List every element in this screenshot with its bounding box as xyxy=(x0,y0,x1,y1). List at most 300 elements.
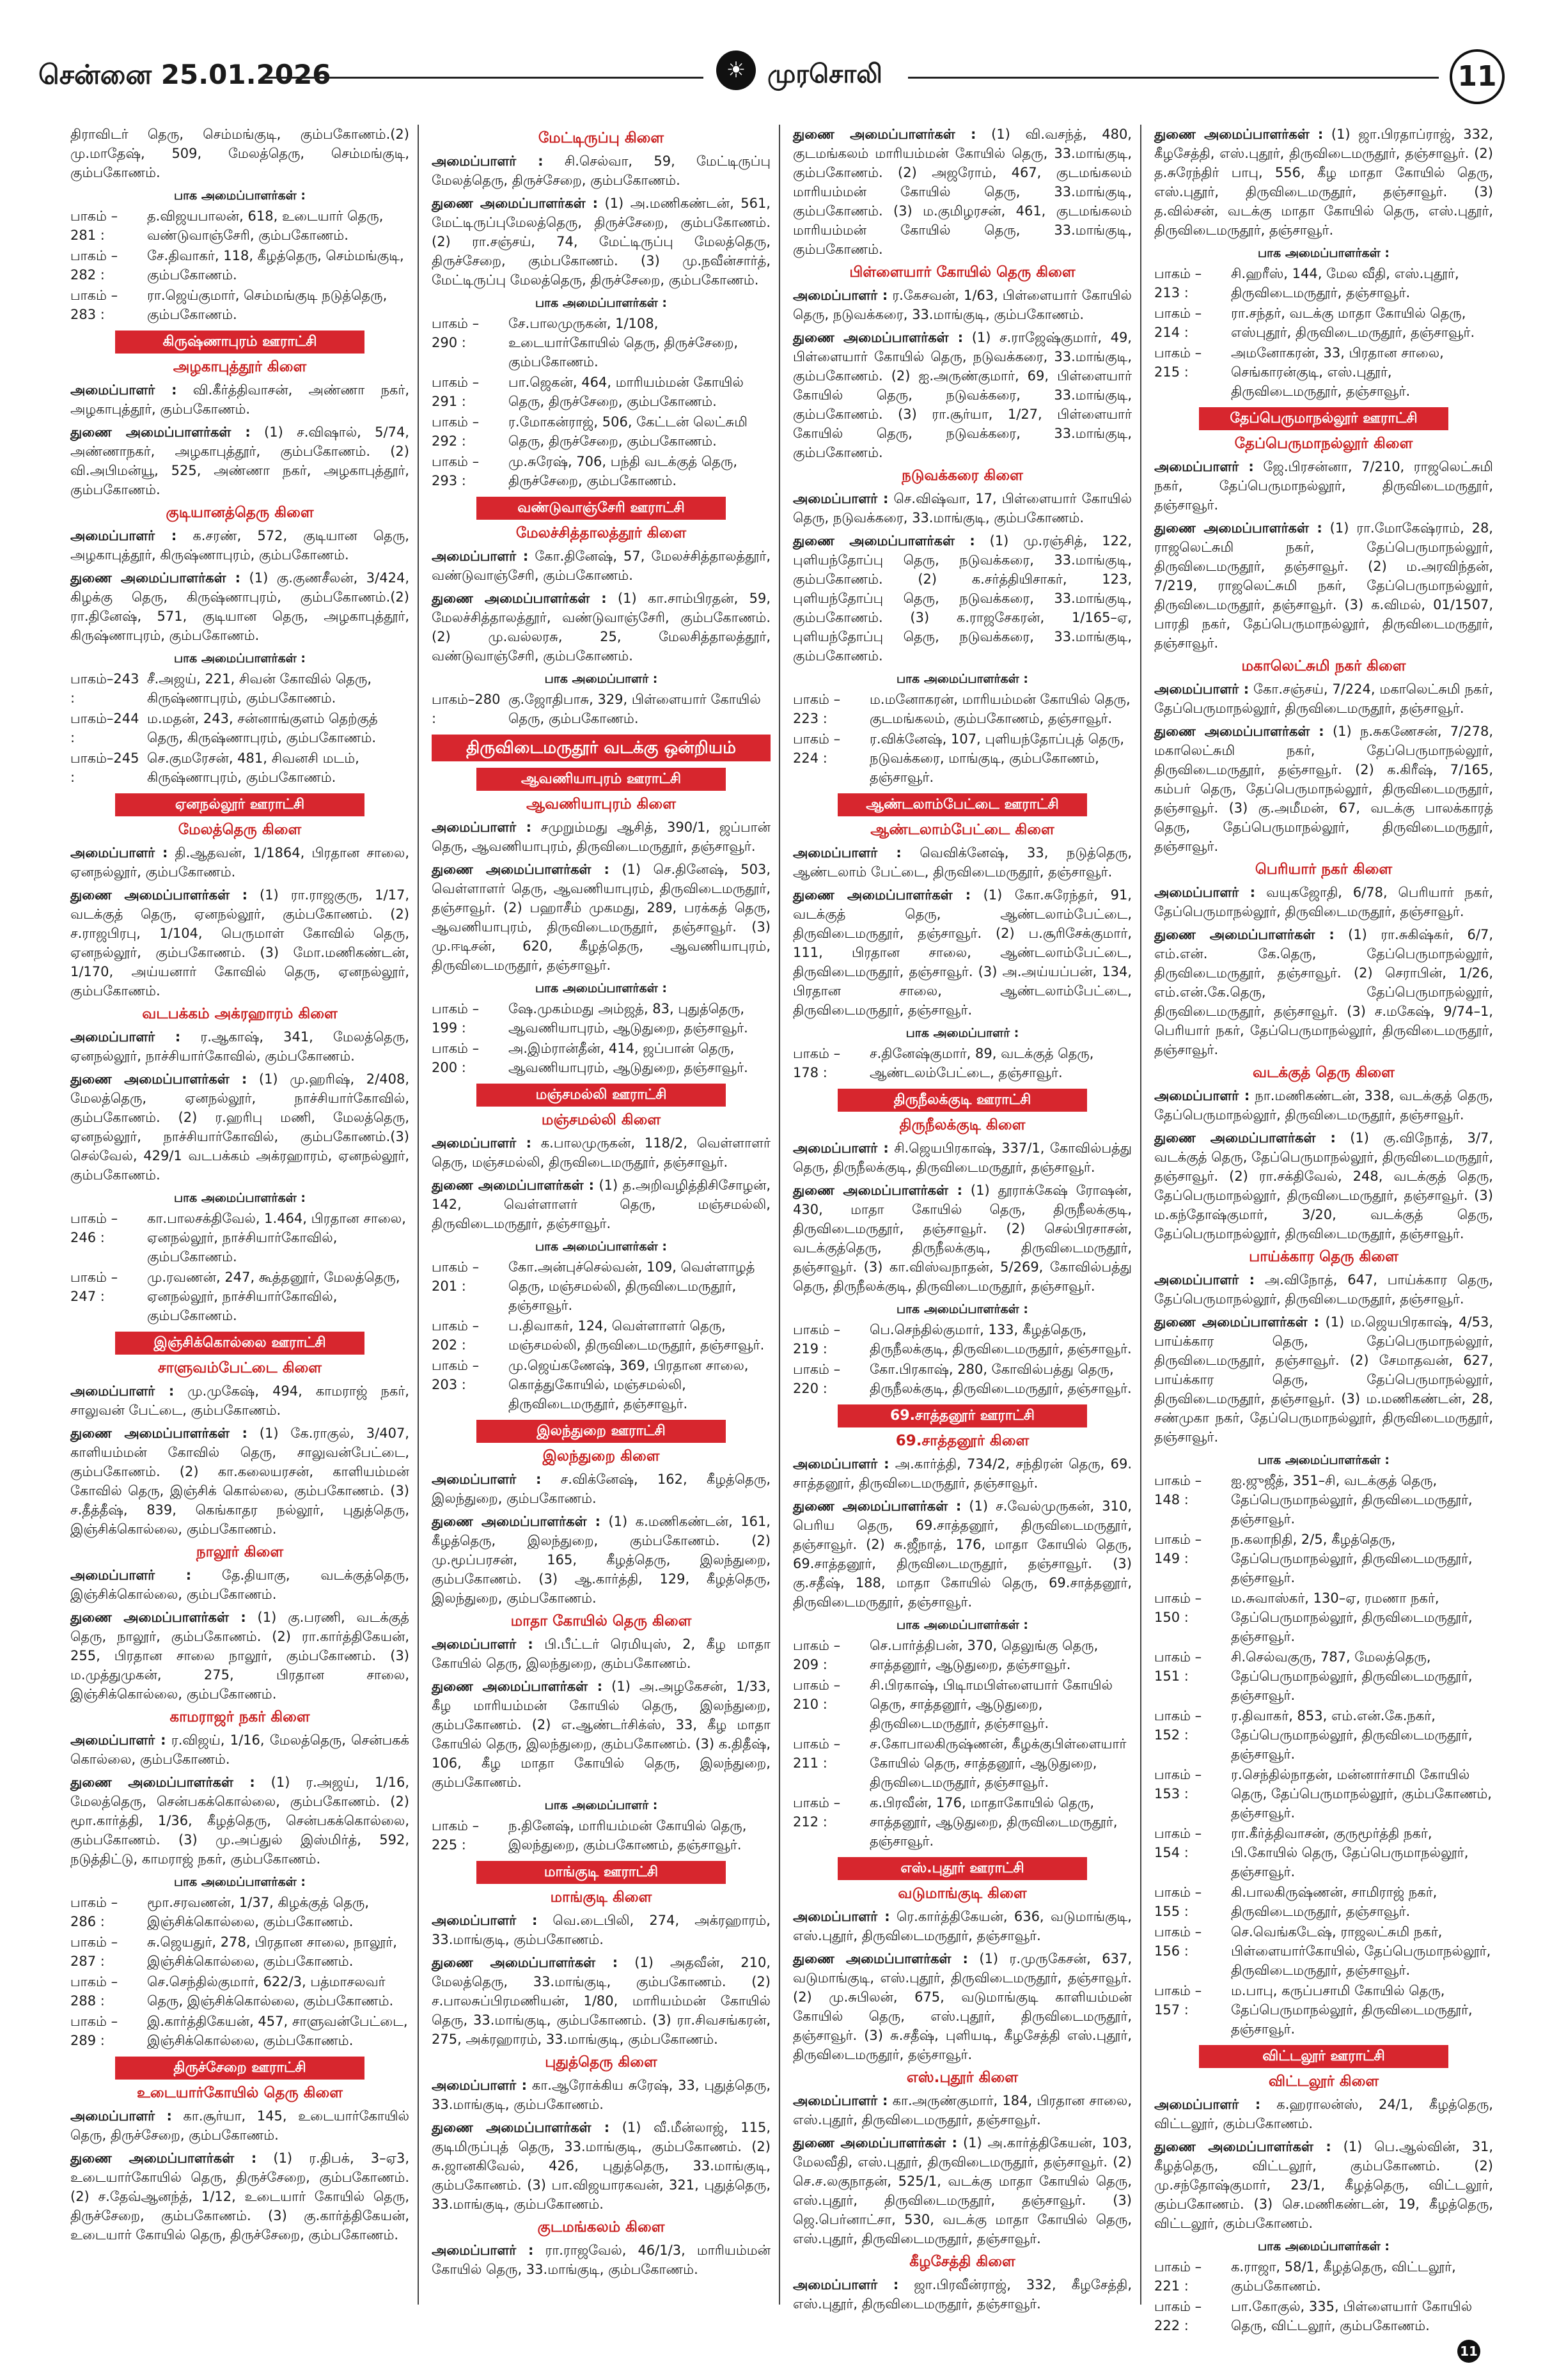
role-label: அமைப்பாளர் : xyxy=(1154,1088,1250,1103)
panchayat-heading: ஏனநல்லூர் ஊராட்சி xyxy=(115,793,364,816)
role-label: அமைப்பாளர் : xyxy=(793,2093,888,2108)
booth-number: பாகம் – 288 : xyxy=(70,1974,118,2009)
organiser-entry xyxy=(432,860,771,975)
role-label: அமைப்பாளர் : xyxy=(793,1140,889,1156)
booth-organiser: ச.தினேஷ்குமார், 89, வடக்குத் தெரு, ஆண்டலம்பேட்டை, தஞ்சாவூர். xyxy=(870,1046,1094,1080)
branch-heading: இலந்துறை கிளை xyxy=(542,1448,660,1465)
organiser-details: (1) ச.ராஜேஷ்குமார், 49, பிள்ளையார் கோயில் தெரு, நடுவக்கரை, 33.மாங்குடி, கும்பகோணம். (2) ஐ.அருண்குமார், 69, பிள்ளையார் கோயில் தெரு, நடுவக்கரை, 33.மாங்குடி, கும்பகோணம். (3) ரா.சூர்யா, 1/27, பிள்ளையார் கோயில் தெரு, நடுவக்கரை, 33.மாங்குடி, கும்பகோணம். xyxy=(793,330,1132,460)
branch-heading: வடக்குத் தெரு கிளை xyxy=(1253,1064,1395,1081)
role-label: துணை அமைப்பாளர்கள் : xyxy=(793,330,964,345)
organiser-entry xyxy=(70,125,409,182)
role-label: அமைப்பாளர் : xyxy=(432,1472,542,1487)
booth-organiser: செ.குமரேசன், 481, சிவனசி மடம், கிருஷ்ணாபுரம், கும்பகோணம். xyxy=(147,751,359,785)
booth-organiser: க.ராஜா, 58/1, கீழத்தெரு, விட்டலூர், கும்பகோணம். xyxy=(1231,2259,1456,2294)
booth-entry xyxy=(1154,343,1493,401)
organiser-entry xyxy=(1154,2137,1493,2233)
organiser-details: ரெ.கார்த்திகேயன், 636, வடுமாங்குடி, எஸ்.புதூர், திருவிடைமருதூர், தஞ்சாவூர். xyxy=(793,1909,1132,1943)
role-label: அமைப்பாளர் : xyxy=(432,820,531,835)
union-heading: திருவிடைமருதூர் வடக்கு ஒன்றியம் xyxy=(432,735,771,761)
organiser-entry xyxy=(432,818,771,856)
newspaper-name: முரசொலி xyxy=(767,59,882,89)
branch-heading: உடையார்கோயில் தெரு கிளை xyxy=(136,2085,343,2101)
booth-entry xyxy=(793,1360,1132,1398)
branch-heading: ஆண்டலாம்பேட்டை கிளை xyxy=(870,821,1054,838)
organiser-details: வி.கீர்த்திவாசன், அண்ணா நகர், அழகாபுத்தூர், கும்பகோணம். xyxy=(70,382,409,417)
role-label: அமைப்பாளர் : xyxy=(432,1135,532,1151)
booth-entry xyxy=(70,1933,409,1971)
role-label: துணை அமைப்பாளர்கள் : xyxy=(1154,1314,1320,1330)
booth-number: பாகம் – 156 : xyxy=(1154,1924,1202,1959)
panchayat-heading: மஞ்சமல்லி ஊராட்சி xyxy=(476,1084,726,1107)
booth-organiser: மு.சுரேஷ், 706, பந்தி வடக்குத் தெரு, திருச்சேறை, கும்பகோணம். xyxy=(508,454,738,488)
booth-entry xyxy=(432,373,771,411)
role-label: அமைப்பாளர் : xyxy=(1154,2097,1261,2112)
role-label: அமைப்பாளர் : xyxy=(70,845,168,860)
booth-organiser: ஷே.முகம்மது அம்ஜத், 83, புதுத்தெரு, ஆவணியாபுரம், ஆடுதுறை, தஞ்சாவூர். xyxy=(508,1001,748,1036)
booth-number: பாகம் – 286 : xyxy=(70,1895,118,1929)
booth-organiser: ர.திவாகர், 853, எம்.என்.கே.நகர், தேப்பெருமாநல்லூர், திருவிடைமருதூர், தஞ்சாவூர். xyxy=(1231,1708,1473,1762)
booth-entry xyxy=(432,452,771,490)
organiser-details: (1) தூராக்கேஷ் ரோஷன், 430, மாதா கோயில் தெரு, திருநீலக்குடி, திருவிடைமருதூர், தஞ்சாவூர். (2) செல்பிரசாசன், வடக்குத்தெரு, திருநீலக்குடி, திருவிடைமருதூர், தஞ்சாவூர். (3) கா.விஸ்வநாதன், 5/269, கோவில்பத்து தெரு, திருநீலக்குடி, திருவிடைமருதூர், தஞ்சாவூர். xyxy=(793,1183,1132,1294)
branch-heading: மஞ்சமல்லி கிளை xyxy=(541,1112,661,1128)
role-label: துணை அமைப்பாளர்கள் : xyxy=(793,1183,962,1198)
booth-entry xyxy=(70,2012,409,2050)
booth-number: பாகம் – 283 : xyxy=(70,288,118,322)
booth-number: பாகம் – 153 : xyxy=(1154,1767,1202,1801)
branch-heading: வடுமாங்குடி கிளை xyxy=(898,1885,1027,1902)
role-label: துணை அமைப்பாளர்கள் : xyxy=(793,2135,957,2151)
booth-organisers-subheading: பாக அமைப்பாளர்கள் : xyxy=(896,1618,1028,1632)
booth-number: பாகம் – 290 : xyxy=(432,316,480,350)
organiser-details: (1) வி.வசந்த், 480, குடமங்கலம் மாரியம்மன் கோயில் தெரு, 33.மாங்குடி, கும்பகோணம். (2) அஜரோம், 467, குடமங்கலம் மாரியம்மன் கோயில் தெரு, 33.மாங்குடி, கும்பகோணம். (3) ம.குமிழரசன், 461, குடமங்கலம் மாரியம்மன் கோயில் தெரு, 33.மாங்குடி, கும்பகோணம். xyxy=(793,127,1132,257)
booth-entry xyxy=(70,1268,409,1325)
booth-number: பாகம் – 247 : xyxy=(70,1270,118,1304)
booth-entry xyxy=(1154,1883,1493,1921)
organiser-details: அ.கார்த்தி, 734/2, சந்திரன் தெரு, 69. சாத்தனூர், திருவிடைமருதூர், தஞ்சாவூர். xyxy=(793,1456,1132,1491)
role-label: துணை அமைப்பாளர்கள் : xyxy=(70,1610,246,1625)
organiser-entry xyxy=(793,1907,1132,1945)
organiser-details: (1) ர.முருகேசன், 637, வடுமாங்குடி, எஸ்.புதூர், திருவிடைமருதூர், தஞ்சாவூர். (2) மு.சுபிலன், 675, வடுமாங்குடி காளியம்மன் கோயில் தெரு, எஸ்.புதூர், திருவிடைமருதூர், தஞ்சாவூர். (3) சு.சதீஷ், புளியடி, கீழசேத்தி எஸ்.புதூர், திருவிடைமருதூர், தஞ்சாவூர். xyxy=(793,1951,1132,2062)
organiser-details: (1) த.அறிவழித்திசிசோழன், 142, வெள்ளாளர் தெரு, மஞ்சமல்லி, திருவிடைமருதூர், தஞ்சாவூர். xyxy=(432,1178,771,1231)
booth-organisers-subheading: பாக அமைப்பாளர்கள் : xyxy=(1257,246,1390,260)
booth-organiser: மு.ஜெய்கணேஷ், 369, பிரதான சாலை, கொத்துகோயில், மஞ்சமல்லி, திருவிடைமருதூர், தஞ்சாவூர். xyxy=(508,1358,749,1412)
booth-entry xyxy=(1154,1647,1493,1705)
organiser-details: (1) செ.தினேஷ், 503, வெள்ளாளர் தெரு, ஆவணியாபுரம், திருவிடைமருதூர், தஞ்சாவூர். (2) பஹாசீம் முகமது, 289, பரக்கத் தெரு, ஆவணியாபுரம், திருவிடைமருதூர், தஞ்சாவூர். (3) மு.ஈடிசன், 620, கீழத்தெரு, ஆவணியாபுரம், திருவிடைமருதூர், தஞ்சாவூர். xyxy=(432,862,771,973)
booth-organiser: ஐ.ஜுஜீத், 351–சி, வடக்குத் தெரு, தேப்பெருமாநல்லூர், திருவிடைமருதூர், தஞ்சாவூர். xyxy=(1231,1473,1473,1527)
organiser-entry xyxy=(432,152,771,190)
organiser-details: தே.தியாகு, வடக்குத்தெரு, இஞ்சிக்கொல்லை, கும்பகோணம். xyxy=(70,1567,409,1602)
booth-entry xyxy=(432,1039,771,1077)
column-divider xyxy=(779,125,780,2305)
booth-organisers-subheading: பாக அமைப்பாளர்கள் : xyxy=(535,1240,667,1254)
booth-organiser: பா.ஜெகன், 464, மாரியம்மன் கோயில் தெரு, திருச்சேறை, கும்பகோணம். xyxy=(508,375,744,409)
column-4 xyxy=(1154,125,1494,2333)
branch-heading: வடபக்கம் அக்ரஹாரம் கிளை xyxy=(142,1006,338,1022)
role-label: துணை அமைப்பாளர்கள் : xyxy=(793,127,976,142)
booth-organiser: சு.ஜெயதுர், 278, பிரதான சாலை, நாலூர், இஞ்சிக்கொல்லை, கும்பகோணம். xyxy=(147,1934,397,1969)
organiser-details: (1) பெ.ஆல்வின், 31, கீழத்தெரு, விட்டலூர், கும்பகோணம். (2) மு.சந்தோஷ்குமார், 23/1, கீழத்தெரு, விட்டலூர், கும்பகோணம். (3) செ.மணிகண்டன், 19, கீழத்தெரு, விட்டலூர், கும்பகோணம். xyxy=(1154,2139,1493,2231)
booth-organiser: செ.வெங்கடேஷ், ராஜலட்சுமி நகர், பிள்ளையார்கோயில், தேப்பெருமாநல்லூர், திருவிடைமருதூர், தஞ்சாவூர். xyxy=(1231,1924,1491,1978)
booth-organiser: கோ.அன்புச்செல்வன், 109, வெள்ளாழத் தெரு, மஞ்சமல்லி, திருவிடைமருதூர், தஞ்சாவூர். xyxy=(508,1259,755,1313)
booth-organisers-subheading: பாக அமைப்பாளர்கள் : xyxy=(173,1191,306,1205)
booth-entry xyxy=(793,1320,1132,1358)
booth-number: பாகம் – 211 : xyxy=(793,1736,841,1771)
booth-number: பாகம் – 178 : xyxy=(793,1046,841,1080)
booth-entry xyxy=(1154,1471,1493,1528)
booth-entry xyxy=(793,1044,1132,1082)
booth-organiser: ம.மதன், 243, சன்னாங்குளம் தெற்குத் தெரு, கிருஷ்ணாபுரம், கும்பகோணம். xyxy=(147,711,378,745)
organiser-details: (1) ரா.மோகேஷ்ராம், 28, ராஜலெட்சுமி நகர், தேப்பெருமாநல்லூர், திருவிடைமருதூர், தஞ்சாவூர். (2) ம.அரவிந்தன், 7/219, ராஜலெட்சுமி நகர், தேப்பெருமாநல்லூர், திருவிடைமருதூர், தஞ்சாவூர். (3) க.விமல், 01/1507, பாரதி நகர், தேப்பெருமாநல்லூர், திருவிடைமருதூர், தஞ்சாவூர். xyxy=(1154,520,1493,651)
booth-entry xyxy=(1154,2297,1493,2335)
booth-organiser: ம.பாபு, கருப்பசாமி கோயில் தெரு, தேப்பெருமாநல்லூர், திருவிடைமருதூர், தஞ்சாவூர். xyxy=(1231,1983,1473,2037)
booth-number: பாகம்–245 : xyxy=(70,751,139,785)
booth-entry xyxy=(70,709,409,747)
organiser-details: செ.விஷ்வா, 17, பிள்ளையார் கோயில் தெரு, நடுவக்கரை, 33.மாங்குடி, கும்பகோணம். xyxy=(793,491,1132,525)
organiser-entry xyxy=(793,1139,1132,1177)
booth-number: பாகம் – 151 : xyxy=(1154,1649,1202,1684)
booth-number: பாகம் – 203 : xyxy=(432,1358,480,1392)
role-label: துணை அமைப்பாளர்கள் : xyxy=(70,424,251,440)
booth-number: பாகம் – 202 : xyxy=(432,1318,480,1353)
organiser-details: க.ஹராலன்ஸ், 24/1, கீழத்தெரு, விட்டலூர், கும்பகோணம். xyxy=(1154,2097,1493,2131)
newspaper-logo xyxy=(716,49,902,100)
organiser-entry xyxy=(432,1953,771,2049)
booth-entry xyxy=(793,690,1132,728)
booth-entry xyxy=(70,1209,409,1266)
organiser-details: (1) அ.கார்த்திகேயன், 103, மேலவீதி, எஸ்.புதூர், திருவிடைமருதூர், தஞ்சாவூர். (2) செ.ச.லகுநாதன், 525/1, வடக்கு மாதா கோயில் தெரு, எஸ்.புதூர், திருவிடைமருதூர், தஞ்சாவூர். (3) ஜெ.பெர்னாட்சா, 530, வடக்கு மாதா கோயில் தெரு, எஸ்.புதூர், திருவிடைமருதூர், தஞ்சாவூர். xyxy=(793,2135,1132,2246)
organiser-details: (1) கு.குணசீலன், 3/424, கிழக்கு தெரு, கிருஷ்ணாபுரம், கும்பகோணம்.(2) ரா.தினேஷ், 571, குடியான தெரு, அழகாபுத்தூர், கிருஷ்ணாபுரம், கும்பகோணம். xyxy=(70,570,409,643)
booth-organiser: ரா.ஜெய்குமார், செம்மங்குடி நடுத்தெரு, கும்பகோணம். xyxy=(147,288,388,322)
organiser-entry xyxy=(70,1069,409,1185)
branch-heading: குடியானத்தெரு கிளை xyxy=(166,504,314,521)
role-label: துணை அமைப்பாளர்கள் : xyxy=(70,1775,255,1790)
booth-number: பாகம் – 219 : xyxy=(793,1322,841,1357)
organiser-entry xyxy=(70,2106,409,2145)
organiser-entry xyxy=(1154,125,1493,240)
branch-heading: மேலச்சித்தாலத்தூர் கிளை xyxy=(515,525,687,541)
booth-number: பாகம் – 215 : xyxy=(1154,345,1202,380)
organiser-entry xyxy=(793,1949,1132,2064)
role-label: துணை அமைப்பாளர்கள் : xyxy=(70,2151,257,2166)
role-label: துணை அமைப்பாளர்கள் : xyxy=(1154,1130,1336,1146)
role-label: அமைப்பாளர் : xyxy=(793,288,888,303)
booth-number: பாகம் – 200 : xyxy=(432,1041,480,1075)
organiser-entry xyxy=(70,1773,409,1869)
role-label: துணை அமைப்பாளர்கள் : xyxy=(432,2120,610,2135)
role-label: அமைப்பாளர் : xyxy=(70,1732,166,1748)
organiser-details: (1) அ.மணிகண்டன், 561, மேட்டிருப்புமேலத்தெரு, திருச்சேறை, கும்பகோணம். (2) ரா.சஞ்சய், 74, மேட்டிருப்பு மேலத்தெரு, திருச்சேறை, கும்பகோணம். (3) மு.நவீன்சார்த், மேட்டிருப்பு மேலத்தெரு, திருச்சேறை, கும்பகோணம். xyxy=(432,196,771,288)
organiser-details: கோ.தினேஷ், 57, மேலச்சித்தாலத்தூர், வண்டுவாஞ்சேரி, கும்பகோணம். xyxy=(432,548,771,583)
booth-organisers-subheading: பாக அமைப்பாளர்கள் : xyxy=(173,651,306,665)
organiser-entry xyxy=(1154,1128,1493,1243)
branch-heading: பாய்க்கார தெரு கிளை xyxy=(1249,1248,1398,1265)
role-label: துணை அமைப்பாளர்கள் : xyxy=(432,591,607,606)
booth-number: பாகம் – 149 : xyxy=(1154,1532,1202,1566)
masthead xyxy=(19,46,1524,104)
organiser-details: (1) மு.ஹரிஷ், 2/408, மேலத்தெரு, ஏனநல்லூர், நாச்சியார்கோவில், கும்பகோணம். (2) ர.ஹரிபு மணி, மேலத்தெரு, ஏனநல்லூர், நாச்சியார்கோவில், கும்பகோணம்.(3) செல்வேல், 429/1 வடபக்கம் அக்ரஹாரம், ஏனநல்லூர், கும்பகோணம். xyxy=(70,1071,409,1183)
booth-organiser: கோ.பிரகாஷ், 280, கோவில்பத்து தெரு, திருநீலக்குடி, திருவிடைமருதூர், தஞ்சாவூர். xyxy=(870,1362,1132,1396)
organiser-entry xyxy=(793,489,1132,527)
organiser-entry xyxy=(1154,1312,1493,1447)
role-label: துணை அமைப்பாளர்கள் : xyxy=(793,1498,962,1514)
role-label: அமைப்பாளர் : xyxy=(70,2108,172,2124)
organiser-details: பி.பீட்டர் ரெமியுஸ், 2, கீழ மாதா கோயில் தெரு, இலந்துறை, கும்பகோணம். xyxy=(432,1637,771,1671)
footer-page-number: 11 xyxy=(1457,2340,1480,2363)
role-label: துணை அமைப்பாளர்கள் : xyxy=(432,1514,600,1529)
panchayat-heading: எஸ்.புதூர் ஊராட்சி xyxy=(838,1857,1087,1880)
organiser-details: (1) ம.ஜெயபிரகாஷ், 4/53, பாய்க்கார தெரு, தேப்பெருமாநல்லூர், திருவிடைமருதூர், தஞ்சாவூர். (2) சேமாதவன், 627, பாய்க்கார தெரு, தேப்பெருமாநல்லூர், திருவிடைமருதூர், தஞ்சாவூர். (3) ம.மணிகண்டன், 28, சண்முகா நகர், தேப்பெருமாநல்லூர், திருவிடைமருதூர், தஞ்சாவூர். xyxy=(1154,1314,1494,1445)
booth-number: பாகம் – 225 : xyxy=(432,1818,480,1853)
role-label: துணை அமைப்பாளர்கள் : xyxy=(70,1426,247,1441)
booth-organiser: ர.செந்தில்நாதன், மன்னார்சாமி கோயில் தெரு, தேப்பெருமாநல்லூர், கும்பகோணம், தஞ்சாவூர். xyxy=(1231,1767,1492,1821)
role-label: அமைப்பாளர் : xyxy=(70,1029,181,1045)
organiser-details: அ.விநோத், 647, பாய்க்கார தெரு, தேப்பெருமாநல்லூர், திருவிடைமருதூர், தஞ்சாவூர். xyxy=(1154,1272,1493,1307)
organiser-details: ர.ஆகாஷ், 341, மேலத்தெரு, ஏனநல்லூர், நாச்சியார்கோவில், கும்பகோணம். xyxy=(70,1029,409,1064)
branch-heading: 69.சாத்தனூர் கிளை xyxy=(895,1433,1030,1449)
booth-organiser: பெ.செந்தில்குமார், 133, கீழத்தெரு, திருநீலக்குடி, திருவிடைமருதூர், தஞ்சாவூர். xyxy=(870,1322,1132,1357)
booth-number: பாகம் – 150 : xyxy=(1154,1591,1202,1625)
booth-entry xyxy=(1154,1981,1493,2039)
branch-heading: எஸ்.புதூர் கிளை xyxy=(906,2069,1019,2086)
organiser-details: (1) ரா.ராஜகுரு, 1/17, வடக்குத் தெரு, ஏனநல்லூர், கும்பகோணம். (2) ச.ராஜபிரபு, 1/104, பெருமாள் கோவில் தெரு, ஏனநல்லூர், கும்பகோணம். (3) மோ.மணிகண்டன், 1/170, அய்யனார் கோவில் தெரு, ஏனநல்லூர், கும்பகோணம். xyxy=(70,887,409,999)
booth-number: பாகம் – 155 : xyxy=(1154,1885,1202,1919)
organiser-details: (1) கு.விநோத், 3/7, வடக்குத் தெரு, தேப்பெருமாநல்லூர், திருவிடைமருதூர், தஞ்சாவூர். (2) ரா.சக்திவேல், 248, வடக்குத் தெரு, தேப்பெருமாநல்லூர், திருவிடைமருதூர், தஞ்சாவூர். (3) ம.கந்தோஷ்குமார், 3/20, வடக்குத் தெரு, தேப்பெருமாநல்லூர், திருவிடைமருதூர், தஞ்சாவூர். xyxy=(1154,1130,1493,1241)
role-label: அமைப்பாளர் : xyxy=(793,1456,889,1472)
booth-number: பாகம் – 210 : xyxy=(793,1677,841,1712)
organiser-details: ஜே.பிரசன்னா, 7/210, ராஜலெட்சுமி நகர், தேப்பெருமாநல்லூர், திருவிடைமருதூர், தஞ்சாவூர். xyxy=(1154,459,1493,513)
booth-organiser: சே.பாலமுருகன், 1/108, உடையார்கோயில் தெரு, திருச்சேறை, கும்பகோணம். xyxy=(508,316,739,369)
booth-number: பாகம் – 292 : xyxy=(432,414,480,449)
booth-number: பாகம் – 220 : xyxy=(793,1362,841,1396)
booth-number: பாகம் – 154 : xyxy=(1154,1826,1202,1860)
booth-number: பாகம் – 222 : xyxy=(1154,2299,1202,2333)
branch-heading: ஆவணியாபுரம் கிளை xyxy=(526,796,676,813)
panchayat-heading: விட்டலூர் ஊராட்சி xyxy=(1199,2045,1448,2068)
organiser-entry xyxy=(432,194,771,290)
organiser-entry xyxy=(1154,2095,1493,2133)
organiser-entry xyxy=(432,1133,771,1172)
booth-entry xyxy=(793,1636,1132,1674)
booth-entry xyxy=(793,729,1132,787)
role-label: அமைப்பாளர் : xyxy=(70,1383,175,1399)
role-label: துணை அமைப்பாளர்கள் : xyxy=(432,862,609,877)
organiser-details: (1) வீ.மீன்லாஜ், 115, குடிமிருப்புத் தெரு, 33.மாங்குடி, கும்பகோணம். (2) சு.ஜானகிவேல், 426, புதுத்தெரு, 33.மாங்குடி, கும்பகோணம். (3) பா.விஜயாரகவன், 321, புதுத்தெரு, 33.மாங்குடி, கும்பகோணம். xyxy=(432,2120,771,2212)
organiser-details: (1) அதவீன், 210, மேலத்தெரு, 33.மாங்குடி, கும்பகோணம். (2) ச.பாலசுப்பிரமணியன், 1/80, மாரியம்மன் கோயில் தெரு, 33.மாங்குடி, கும்பகோணம். (3) ரா.சிவசங்கரன், 275, அக்ரஹாரம், 33.மாங்குடி, கும்பகோணம். xyxy=(432,1955,771,2047)
booth-number: பாகம் – 293 : xyxy=(432,454,480,488)
booth-number: பாகம் – 199 : xyxy=(432,1001,480,1036)
booth-entry xyxy=(70,246,409,284)
column-divider xyxy=(1140,125,1141,2305)
organiser-details: கா.சூர்யா, 145, உடையார்கோயில் தெரு, திருச்சேறை, கும்பகோணம். xyxy=(70,2108,409,2143)
booth-organiser: ர.விக்னேஷ், 107, புளியந்தோப்புத் தெரு, நடுவக்கரை, மாங்குடி, கும்பகோணம், தஞ்சாவூர். xyxy=(870,731,1125,785)
organiser-entry xyxy=(432,1470,771,1508)
organiser-entry xyxy=(793,885,1132,1020)
organiser-entry xyxy=(432,1677,771,1792)
booth-number: பாகம் – 282 : xyxy=(70,248,118,283)
booth-entry xyxy=(70,749,409,787)
role-label: அமைப்பாளர் : xyxy=(432,1637,533,1652)
booth-number: பாகம் – 213 : xyxy=(1154,266,1202,300)
organiser-details: ரா.ராஜவேல், 46/1/3, மாரியம்மன் கோயில் தெரு, 33.மாங்குடி, கும்பகோணம். xyxy=(432,2243,771,2277)
booth-entry xyxy=(1154,304,1493,342)
role-label: அமைப்பாளர் : xyxy=(793,491,889,506)
panchayat-heading: ஆண்டலாம்பேட்டை ஊராட்சி xyxy=(838,793,1087,816)
role-label: அமைப்பாளர் : xyxy=(70,1567,192,1583)
panchayat-heading: ஆவணியாபுரம் ஊராட்சி xyxy=(476,768,726,791)
organiser-entry xyxy=(793,1181,1132,1296)
organiser-entry xyxy=(793,531,1132,665)
booth-organiser: ந.கலாநிதி, 2/5, கீழத்தெரு, தேப்பெருமாநல்லூர், திருவிடைமருதூர், தஞ்சாவூர். xyxy=(1231,1532,1473,1585)
booth-entry xyxy=(793,1676,1132,1733)
branch-heading: விட்டலூர் கிளை xyxy=(1268,2073,1379,2090)
role-label: அமைப்பாளர் : xyxy=(70,528,177,543)
role-label: அமைப்பாளர் : xyxy=(1154,1272,1255,1287)
role-label: அமைப்பாளர் : xyxy=(432,2243,534,2258)
booth-organiser: ரா.சந்தர், வடக்கு மாதா கோயில் தெரு, எஸ்புதூர், திருவிடைமருதூர், தஞ்சாவூர். xyxy=(1231,306,1475,340)
booth-entry xyxy=(1154,264,1493,302)
booth-number: பாகம் – 212 : xyxy=(793,1795,841,1830)
organiser-entry xyxy=(432,589,771,665)
organiser-entry xyxy=(432,2118,771,2214)
organiser-entry xyxy=(432,2076,771,2114)
branch-heading: மாங்குடி கிளை xyxy=(550,1889,652,1906)
booth-entry xyxy=(432,412,771,451)
role-label: துணை அமைப்பாளர்கள் : xyxy=(1154,127,1324,142)
panchayat-heading: தேப்பெருமாநல்லூர் ஊராட்சி xyxy=(1199,407,1448,430)
organiser-entry xyxy=(70,1027,409,1066)
booth-entry xyxy=(70,1893,409,1931)
organiser-entry xyxy=(70,526,409,564)
branch-heading: மேட்டிருப்பு கிளை xyxy=(538,130,664,146)
organiser-entry xyxy=(70,380,409,419)
organiser-details: (1) கா.சாம்பிரதன், 59, மேலச்சித்தாலத்தூர், வண்டுவாஞ்சேரி, கும்பகோணம். (2) மு.வல்லரசு, 25, மேலசித்தாலத்தூர், வண்டுவாஞ்சேரி, கும்பகோணம். xyxy=(432,591,771,664)
column-1 xyxy=(70,125,409,2305)
booth-number: பாகம் – 291 : xyxy=(432,375,480,409)
branch-heading: தேப்பெருமாநல்லூர் கிளை xyxy=(1234,435,1413,452)
organiser-entry xyxy=(70,2149,409,2244)
organiser-entry xyxy=(1154,518,1493,653)
organiser-details: க.சரண், 572, குடியான தெரு, அழகாபுத்தூர், கிருஷ்ணாபுரம், கும்பகோணம். xyxy=(70,528,409,563)
panchayat-heading: இஞ்சிக்கொல்லை ஊராட்சி xyxy=(115,1332,364,1355)
booth-organiser: ந.தினேஷ், மாரியம்மன் கோயில் தெரு, இலந்துறை, கும்பகோணம், தஞ்சாவூர். xyxy=(508,1818,747,1853)
branch-heading: மேலத்தெரு கிளை xyxy=(178,821,302,838)
organiser-details: திராவிடர் தெரு, செம்மங்குடி, கும்பகோணம்.(2) மு.மாதேஷ், 509, மேலத்தெரு, செம்மங்குடி, கும்பகோணம். xyxy=(70,127,409,180)
organiser-details: ச.விக்னேஷ், 162, கீழத்தெரு, இலந்துறை, கும்பகோணம். xyxy=(432,1472,771,1506)
organiser-entry xyxy=(432,2241,771,2279)
booth-number: பாகம் – 221 : xyxy=(1154,2259,1202,2294)
column-2 xyxy=(432,125,771,2305)
booth-organisers-subheading: பாக அமைப்பாளர்கள் : xyxy=(535,981,667,995)
branch-heading: கீழசேத்தி கிளை xyxy=(909,2253,1015,2270)
booth-number: பாகம் – 281 : xyxy=(70,208,118,243)
booth-organiser: சே.திவாகர், 118, கீழத்தெரு, செம்மங்குடி, கும்பகோணம். xyxy=(147,248,404,283)
rising-sun-icon: ☀ xyxy=(716,51,756,90)
organiser-details: வெவிக்னேஷ், 33, நடுத்தெரு, ஆண்டலாம் பேட்டை, திருவிடைமருதூர், தஞ்சாவூர். xyxy=(793,845,1132,880)
booth-number: பாகம் – 246 : xyxy=(70,1211,118,1245)
booth-organisers-subheading: பாக அமைப்பாளர்கள் : xyxy=(535,296,667,310)
role-label: துணை அமைப்பாளர்கள் : xyxy=(1154,520,1322,536)
organiser-entry xyxy=(70,1731,409,1769)
organiser-details: ர.கேசவன், 1/63, பிள்ளையார் கோயில் தெரு, நடுவக்கரை, 33.மாங்குடி, கும்பகோணம். xyxy=(793,288,1132,322)
booth-organiser: ம.சுவாஸ்கர், 130–ஏ, ரமணா நகர், தேப்பெருமாநல்லூர், திருவிடைமருதூர், தஞ்சாவூர். xyxy=(1231,1591,1473,1644)
organiser-entry xyxy=(70,843,409,882)
organiser-details: (1) ர.அஜய், 1/16, மேலத்தெரு, சென்பகக்கொல்லை, கும்பகோணம். (2) மூா.கார்த்தி, 1/36, கீழத்தெரு, சென்பகக்கொல்லை, கும்பகோணம். (3) மு.அப்துல் இஸ்மிர்த், 592, நடுத்திட்டு, காமராஜ் நகர், கும்பகோணம். xyxy=(70,1775,409,1867)
booth-entry xyxy=(432,314,771,371)
organiser-details: சி.ஜெயபிரகாஷ், 337/1, கோவில்பத்து தெரு, திருநீலக்குடி, திருவிடைமருதூர், தஞ்சாவூர். xyxy=(793,1140,1132,1175)
booth-entry xyxy=(432,1257,771,1315)
panchayat-heading: கிருஷ்ணாபுரம் ஊராட்சி xyxy=(115,331,364,354)
organiser-details: (1) ச.விஷால், 5/74, அண்ணாநகர், அழகாபுத்தூர், கும்பகோணம். (2) வி.அபிமன்யூ, 525, அண்ணா நகர், அழகாபுத்தூர், கும்பகோணம். xyxy=(70,424,409,497)
booth-organiser: அ.இம்ரான்தீன், 414, ஜப்பான் தெரு, ஆவணியாபுரம், ஆடுதுறை, தஞ்சாவூர். xyxy=(508,1041,748,1075)
organiser-details: வயுகஜோதி, 6/78, பெரியார் நகர், தேப்பெருமாநல்லூர், திருவிடைமருதூர், தஞ்சாவூர். xyxy=(1154,885,1493,919)
role-label: துணை அமைப்பாளர்கள் : xyxy=(432,196,599,211)
booth-entry xyxy=(432,1816,771,1855)
booth-number: பாகம் – 214 : xyxy=(1154,306,1202,340)
organiser-entry xyxy=(70,568,409,645)
branch-heading: காமராஜர் நகர் கிளை xyxy=(169,1709,310,1725)
booth-organiser: மு.ரவணன், 247, கூத்தனூர், மேலத்தெரு, ஏனநல்லூர், நாச்சியார்கோவில், கும்பகோணம். xyxy=(147,1270,400,1323)
organiser-entry xyxy=(432,1512,771,1608)
booth-entry xyxy=(432,1356,771,1413)
organiser-entry xyxy=(1154,925,1493,1059)
panchayat-heading: வண்டுவாஞ்சேரி ஊராட்சி xyxy=(476,497,726,520)
booth-organiser: கு.ஜோதிபாசு, 329, பிள்ளையார் கோயில் தெரு, கும்பகோணம். xyxy=(508,692,761,726)
booth-number: பாகம் – 152 : xyxy=(1154,1708,1202,1743)
booth-organisers-subheading: பாக அமைப்பாளர்கள் : xyxy=(1257,2239,1390,2253)
branch-heading: பெரியார் நகர் கிளை xyxy=(1255,861,1393,878)
booth-number: பாகம்–280 : xyxy=(432,692,501,726)
branch-heading: குடமங்கலம் கிளை xyxy=(537,2219,665,2236)
booth-organisers-subheading: பாக அமைப்பாளர் : xyxy=(544,1798,658,1812)
issue-date: சென்னை 25.01.2026 xyxy=(38,59,331,90)
organiser-entry xyxy=(70,1566,409,1604)
booth-entry xyxy=(70,669,409,708)
booth-organiser: ப.திவாகர், 124, வெள்ளாளர் தெரு, மஞ்சமல்லி, திருவிடைமருதூர், தஞ்சாவூர். xyxy=(508,1318,765,1353)
branch-heading: திருநீலக்குடி கிளை xyxy=(899,1117,1026,1133)
booth-organiser: கி.பாலகிருஷ்ணன், சாமிராஜ் நகர், திருவிடைமருதூர், தஞ்சாவூர். xyxy=(1231,1885,1437,1919)
booth-organisers-subheading: பாக அமைப்பாளர் : xyxy=(544,672,658,686)
organiser-details: கோ.சஞ்சய், 7/224, மகாலெட்சுமி நகர், தேப்பெருமாநல்லூர், திருவிடைமருதூர், தஞ்சாவூர். xyxy=(1154,681,1494,716)
booth-number: பாகம் – 201 : xyxy=(432,1259,480,1294)
panchayat-heading: திருநீலக்குடி ஊராட்சி xyxy=(838,1089,1087,1112)
booth-entry xyxy=(432,690,771,728)
booth-entry xyxy=(1154,1706,1493,1764)
column-3 xyxy=(793,125,1132,2312)
booth-organiser: இ.கார்த்திகேயன், 457, சாளுவன்பேட்டை, இஞ்சிக்கொல்லை, கும்பகோணம். xyxy=(147,2014,408,2048)
booth-organiser: சி.செல்வகுரு, 787, மேலத்தெரு, தேப்பெருமாநல்லூர், திருவிடைமருதூர், தஞ்சாவூர். xyxy=(1231,1649,1473,1703)
booth-organiser: சி.பிரகாஷ், பிடிாமபிள்ளையார் கோயில் தெரு, சாத்தனூர், ஆடுதுறை, திருவிடைமருதூர், தஞ்சாவூர். xyxy=(870,1677,1113,1731)
booth-organisers-subheading: பாக அமைப்பாளர் : xyxy=(905,1026,1019,1040)
booth-number: பாகம் – 224 : xyxy=(793,731,841,766)
organiser-entry xyxy=(1154,457,1493,515)
booth-entry xyxy=(793,1734,1132,1792)
booth-organisers-subheading: பாக அமைப்பாளர்கள் : xyxy=(896,672,1028,686)
organiser-details: க.பாலமுருகன், 118/2, வெள்ளாளர் தெரு, மஞ்சமல்லி, திருவிடைமருதூர், தஞ்சாவூர். xyxy=(432,1135,771,1170)
organiser-entry xyxy=(70,1381,409,1420)
organiser-entry xyxy=(432,1635,771,1673)
booth-organisers-subheading: பாக அமைப்பாளர்கள் : xyxy=(173,189,306,203)
organiser-details: (1) ந.சுகணேசன், 7/278, மகாலெட்சுமி நகர், தேப்பெருமாநல்லூர், திருவிடைமருதூர், தஞ்சாவூர். (2) க.கிரீஷ், 7/165, கம்பர் தெரு, தேப்பெருமாநல்லூர், திருவிடைமருதூர், தஞ்சாவூர். (3) கு.அமீமன், 67, வடக்கு பாலக்காரத் தெரு, தேப்பெருமாநல்லூர், திருவிடைமருதூர், தஞ்சாவூர். xyxy=(1154,724,1493,854)
page-number-badge: 11 xyxy=(1450,49,1505,104)
organiser-entry xyxy=(793,328,1132,462)
role-label: அமைப்பாளர் : xyxy=(1154,459,1254,474)
organiser-details: (1) ர.திபக், 3–ஏ3, உடையார்கோயில் தெரு, திருச்சேறை, கும்பகோணம். (2) ச.தேவ்ஆனந்த், 1/12, உடையார் கோயில் தெரு, திருச்சேறை, கும்பகோணம். (3) கு.கார்த்திகேயன், உடையார் கோயில் தெரு, திருச்சேறை, கும்பகோணம். xyxy=(70,2151,409,2243)
role-label: துணை அமைப்பாளர்கள் : xyxy=(1154,927,1335,942)
organiser-entry xyxy=(793,843,1132,882)
organiser-entry xyxy=(432,547,771,585)
booth-organisers-subheading: பாக அமைப்பாளர்கள் : xyxy=(173,1875,306,1889)
booth-organiser: ச.கோபாலகிருஷ்ணன், கீழக்குபிள்ளையார் கோயில் தெரு, சாத்தனூர், ஆடுதுறை, திருவிடைமருதூர், தஞ்சாவூர். xyxy=(870,1736,1127,1790)
